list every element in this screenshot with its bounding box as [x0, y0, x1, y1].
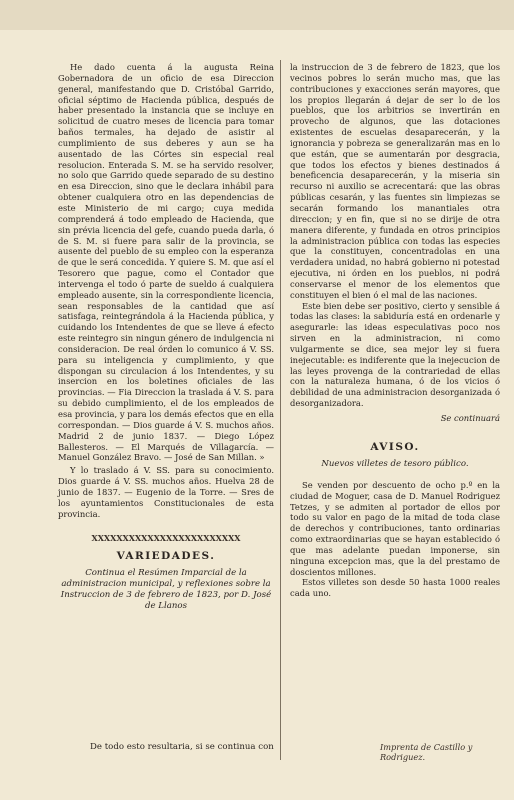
page-top-edge: [0, 0, 514, 30]
column-divider: [280, 60, 281, 760]
right-column: [290, 62, 500, 599]
continued-paragraph: la instruccion de 3 de febrero de 1823, que los vecinos pobres lo serán mucho mas, que las contribuciones y exacciones serán mayores, que los propios llegarán á dejar de ser lo de los pueblos, que los arbitrios se invertirán en provecho de algunos, que las dotaciones existentes de escuelas desaparecerán, y la ignorancia y pobreza se generalizarán mas en lo que están, que se aumentarán por desgracia, que todos los efectos y bienes destinados á beneficencia desaparecerán, y la miseria sin recurso ni auxilio se acrecentará: que las obras públicas cesarán, y las fuentes sin limpiezas se secarán formando los manantiales otra direccion; y en fin, que si no se dirije de otra manera diferente, y fundada en otros principios la administracion pública con todas las especies que la constituyen, concentradolas en una verdadera unidad, no habrá gobierno ni potestad ejecutiva, ni órden en los pueblos, ni podrá conservarse el menor de los elementos que constituyen el bien ó el mal de las naciones.: [290, 62, 500, 300]
continuation-note: Se continuará: [440, 413, 500, 423]
ornament-divider: XXXXXXXXXXXXXXXXXXXXXXXX: [91, 533, 241, 544]
aviso-title: AVISO.: [370, 441, 420, 453]
left-column: [58, 62, 274, 617]
continuation-line: De todo esto resultaria, si se continua con: [90, 742, 274, 752]
aviso-paragraph: Se venden por descuento de ocho p.º en la ciudad de Moguer, casa de D. Manuel Rodriguez Tetzes, y se admiten al portador de ellos por todo su valor en pago de la mitad de toda clase de derechos y contribuciones, tanto ordinarias como extraordinarias que se hayan establecido ó que mas adelante puedan imponerse, sin ninguna excepcion mas, que la del prestamo de doscientos millones.: [290, 479, 500, 577]
imprint-line: Imprenta de Castillo y Rodriguez.: [380, 742, 473, 762]
section-title: VARIEDADES.: [116, 550, 216, 563]
royal-order-paragraph: He dado cuenta á la augusta Reina Gobernadora de un oficio de esa Direccion general, manifestando que D. Cristóbal Garrido, oficial séptimo de Hacienda pública, después de haber presentado la instancia que se incluye en solicitud de cuatro meses de licencia para tomar baños termales, ha dejado de asistir al cumplimiento de sus deberes y aun se ha ausentado de las Córtes sin especial real resolucion. Enterada S. M. se ha servido resolver, no solo que Garrido quede separado de su destino en esa Direccion, sino que le declara inhábil para obtener cualquiera otro en las dependencias de este Ministerio de mi cargo; cuya medida comprenderá á todo empleado de Hacienda, que sin prévia licencia del gefe, cuando pueda darla, ó de S. M. si fuere para salir de la provincia, se ausente del pueblo de su empleo con la esperanza de que le será concedida. Y quiere S. M. que así el Tesorero que pague, como el Contador que intervenga el todo ó parte de sueldo á cualquiera empleado ausente, sin la correspondiente licencia, sean responsables de la cantidad que así satisfaga, reintegrándola á la Hacienda pública, y cuidando los Intendentes de que se lleve á efecto este reintegro sin ningun género de indulgencia ni consideracion. De real órden lo comunico á V. SS. para su inteligencia y cumplimiento, y que dispongan su circulacion á los Intendentes, y su insercion en los boletines oficiales de las provincias. — Fia Direccion la traslada á V. S. para su debido cumplimiento, el de los empleados de esa provincia, y para los demás efectos que en ella correspondan. — Dios guarde á V. S. muchos años. Madrid 2 de junio 1837. — Diego López Ballesteros. — El Marqués de Villagarcía. — Manuel González Bravo. — José de San Millan. »: [58, 62, 274, 463]
aviso-note: Estos villetes son desde 50 hasta 1000 reales cada uno.: [290, 577, 500, 599]
transfer-paragraph: Y lo traslado á V. SS. para su conocimiento. Dios guarde á V. SS. muchos años. Huelva 28 de junio de 1837. — Eugenio de la Torre. — Sres de los ayuntamientos Constitucionales de esta provincia.: [58, 465, 274, 519]
aviso-subtitle: Nuevos villetes de tesoro público.: [321, 459, 469, 469]
section-subtitle: Continua el Resúmen Imparcial de la administracion municipal, y reflexiones sobre la Instruccion de 3 de febrero de 1823, por D. José de Llanos: [60, 568, 272, 611]
conclusion-paragraph: Este bien debe ser positivo, cierto y sensible á todas las clases: la sabiduría está en ordenarle y asegurarle: las ideas especulativas poco nos sirven en la administracion, ni como vulgarmente se dice, sea mejor ley si fuera inejecutable: es indiferente que la inejecucion de las leyes provenga de la contrariedad de ellas con la naturaleza humana, ó de los vicios ó debilidad de una administracion desorganizada ó desorganizadora.: [290, 300, 500, 409]
